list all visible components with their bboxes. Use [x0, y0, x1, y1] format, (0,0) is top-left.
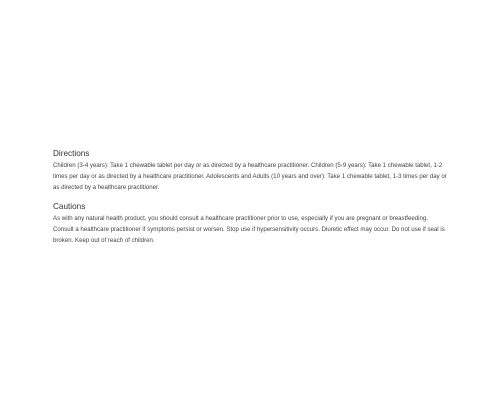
cautions-section: [53, 202, 448, 246]
directions-heading: Directions: [53, 149, 90, 158]
cautions-heading: Cautions: [53, 202, 86, 212]
cautions-text: As with any natural health product, you should consult a healthcare practitioner prior to use, especially if you are pregnant or breastfeeding. Consult a healthcare practitioner if symptoms persist or worsen. Stop use if hypersensitivity occurs. Diuretic effect may occur. Do not use if seal is broken. Keep out of reach of children.: [53, 215, 445, 244]
product-info-content: [53, 149, 448, 247]
directions-text: Children (3-4 years): Take 1 chewable tablet per day or as directed by a healthcare practitioner. Children (5-9 years): Take 1 chewable tablet, 1-2 times per day or as directed by a healthcare practitioner. Adolescents and Adults (10 years and over): Take 1 chewable tablet, 1-3 times per day or as directed by a healthcare practitioner.: [53, 162, 447, 191]
directions-section: [53, 149, 448, 193]
